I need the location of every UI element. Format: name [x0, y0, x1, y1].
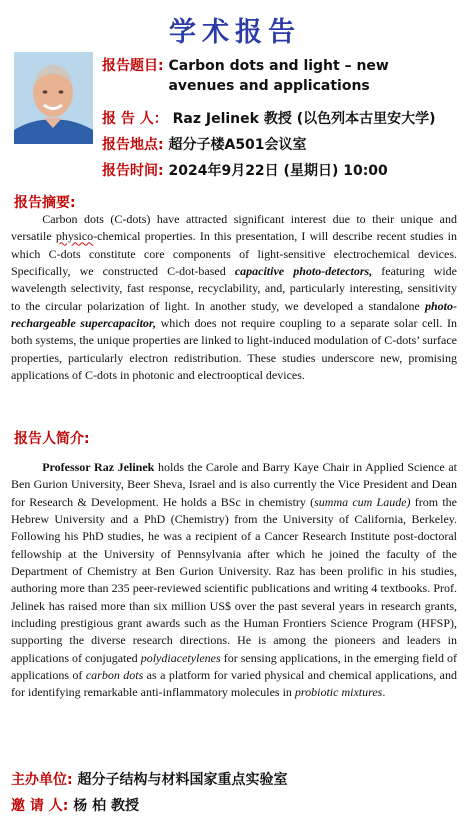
topic-label: 报告题目: — [102, 58, 164, 74]
speaker-name: Professor Raz Jelinek — [42, 460, 155, 474]
time-label: 报告时间: — [102, 163, 164, 179]
host-value: 超分子结构与材料国家重点实验室 — [77, 772, 288, 788]
host-row — [11, 769, 287, 789]
inviter-row — [11, 795, 139, 815]
location-label: 报告地点: — [102, 137, 164, 153]
location-value: 超分子楼A501会议室 — [168, 137, 307, 153]
inviter-label: 邀 请 人: — [11, 798, 69, 814]
topic-value: Carbon dots and light – new avenues and applications — [168, 58, 389, 94]
abstract-heading: 报告摘要: — [14, 195, 76, 211]
speaker-photo — [14, 52, 93, 144]
location-row — [102, 134, 307, 154]
page-title: 学术报告 — [169, 17, 301, 48]
abstract-text: Carbon dots (C-dots) have attracted significant interest due to their unique and versatile physico-chemical properties. In this presentation, I will describe recent studies in which C-dots constitute core components of light-sensitive electrochemical devices. Specifically, we constructed C-dot-based capacitive photo-detectors, featuring wide wavelength selectivity, fast response, recyclability, and, particularly interesting, sensitivity to the circular polarization of light. In another study, we developed a standalone photo-rechargeable supercapacitor, which does not require coupling to a separate solar cell. In both systems, the unique properties are linked to light-induced modulation of C-dots’ surface properties, particularly electron redistribution. These studies underscore new, promising applications of C-dots in photonic and electrooptical devices. — [11, 212, 458, 383]
bio-heading: 报告人简介: — [14, 431, 90, 447]
bio-text: Professor Raz Jelinek holds the Carole and Barry Kaye Chair in Applied Science at Ben Gurion University, Beer Sheva, Israel and is also currently the Vice President and Dean for Research & Development. He holds a BSc in chemistry (summa cum Laude) from the Hebrew University and a PhD (Chemistry) from the University of California, Berkeley. Following his PhD studies, he was a recipient of a Cancer Research Institute post-doctoral fellowship at the University of Pennsylvania after which he joined the faculty of the Department of Chemistry at Ben Gurion University. Raz has been prolific in his studies, authoring more than 235 peer-reviewed scientific publications and writing 4 textbooks. Prof. Jelinek has raised more than six million US$ over the past several years in research grants, including prestigious grant awards such as the Human Frontiers Science Program (HFSP), supporting the diverse research directions. He is among the pioneers and leaders in applications of conjugated polydiacetylenes for sensing applications, in the emerging field of applications of carbon dots as a platform for varied physical and chemical applications, and for identifying remarkable anti-inflammatory molecules in probiotic mixtures. — [11, 460, 457, 700]
host-label: 主办单位: — [11, 772, 73, 788]
inviter-value: 杨 柏 教授 — [73, 798, 139, 814]
speaker-label: 报 告 人： — [102, 111, 168, 127]
time-value: 2024年9月22日 (星期日) 10:00 — [168, 163, 388, 179]
time-row — [102, 160, 388, 180]
speaker-value: Raz Jelinek 教授 (以色列本古里安大学) — [172, 111, 436, 127]
topic-row — [102, 56, 462, 96]
speaker-row — [102, 108, 436, 128]
